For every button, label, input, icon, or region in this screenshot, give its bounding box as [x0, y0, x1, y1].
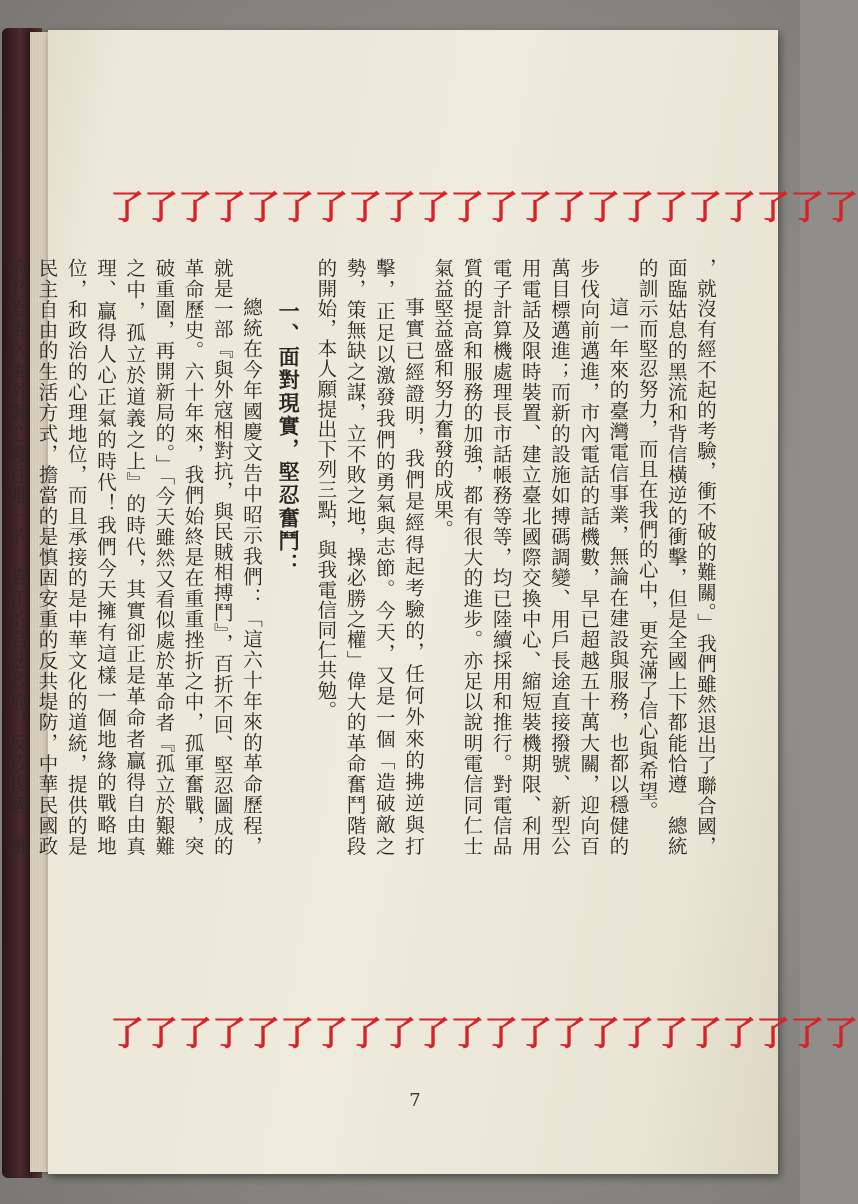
ornament-glyph: 了	[552, 188, 586, 228]
ornament-glyph: 了	[824, 188, 858, 228]
section-heading: 一、面對現實，堅忍奮鬥：	[276, 300, 302, 576]
paragraph-1: ，就沒有經不起的考驗，衝不破的難關。」我們雖然退出了聯合國，面臨姑息的黑流和背信橫逆的衝擊，但是全國上下都能恰遵 總統的訓示而堅忍努力，而且在我們的心中，更充滿了信心與希望。	[635, 258, 717, 856]
ornament-glyph: 了	[552, 1014, 586, 1054]
ornament-glyph: 了	[178, 1014, 212, 1054]
ornament-glyph: 了	[382, 1014, 416, 1054]
ornament-glyph: 了	[450, 188, 484, 228]
ornament-glyph: 了	[144, 188, 178, 228]
ornament-glyph: 了	[212, 1014, 246, 1054]
ornament-glyph: 了	[416, 188, 450, 228]
ornament-glyph: 了	[722, 188, 756, 228]
ornament-glyph: 了	[756, 1014, 790, 1054]
page-number: 7	[409, 1090, 421, 1111]
ornament-glyph: 了	[620, 1014, 654, 1054]
ornament-glyph: 了	[620, 188, 654, 228]
ornament-glyph: 了	[314, 1014, 348, 1054]
vertical-text-body	[6, 258, 720, 856]
ornament-glyph: 了	[688, 1014, 722, 1054]
ornament-glyph: 了	[518, 1014, 552, 1054]
paragraph-3: 事實已經證明，我們是經得起考驗的，任何外來的拂逆與打擊，正足以激發我們的勇氣與志節。今天，又是一個「造破敵之勢，策無缺之謀，立不敗之地，操必勝之權」偉大的革命奮鬥階段的開始，本人願提出下列三點，與我電信同仁共勉。	[314, 258, 425, 856]
ornament-glyph: 了	[518, 188, 552, 228]
ornament-glyph: 了	[144, 1014, 178, 1054]
ornament-glyph: 了	[586, 1014, 620, 1054]
ornament-glyph: 了	[416, 1014, 450, 1054]
ornament-glyph: 了	[484, 1014, 518, 1054]
top-ornament-border	[110, 186, 858, 230]
ornament-glyph: 了	[280, 188, 314, 228]
ornament-glyph: 了	[450, 1014, 484, 1054]
ornament-glyph: 了	[756, 188, 790, 228]
ornament-glyph: 了	[824, 1014, 858, 1054]
ornament-glyph: 了	[654, 188, 688, 228]
ornament-glyph: 了	[348, 1014, 382, 1054]
ornament-glyph: 了	[246, 1014, 280, 1054]
ornament-glyph: 了	[382, 188, 416, 228]
ornament-glyph: 了	[246, 188, 280, 228]
ornament-glyph: 了	[586, 188, 620, 228]
ornament-glyph: 了	[110, 1014, 144, 1054]
bottom-ornament-border	[110, 1012, 858, 1056]
ornament-glyph: 了	[178, 188, 212, 228]
paragraph-2: 這一年來的臺灣電信事業，無論在建設與服務，也都以穩健的步伐向前邁進，市內電話的話機數，早已超越五十萬大關，迎向百萬目標邁進；而新的設施如搏碼調變、用戶長途直接撥號、新型公用電話及限時裝置、建立臺北國際交換中心、縮短裝機期限、利用電子計算機處理長市話帳務等等，均已陸續採用和推行。對電信品質的提高和服務的加強，都有很大的進步。亦足以說明電信同仁士氣益堅益盛和努力奮發的成果。	[431, 258, 630, 856]
ornament-glyph: 了	[790, 1014, 824, 1054]
ornament-glyph: 了	[280, 1014, 314, 1054]
ornament-glyph: 了	[348, 188, 382, 228]
ornament-glyph: 了	[722, 1014, 756, 1054]
ornament-glyph: 了	[212, 188, 246, 228]
ornament-glyph: 了	[654, 1014, 688, 1054]
ornament-glyph: 了	[110, 188, 144, 228]
paragraph-4: 總統在今年國慶文告中昭示我們：「這六十年來的革命歷程，就是一部『與外寇相對抗，與民賊相搏鬥』，百折不回、堅忍圖成的革命歷史。六十年來，我們始終是在重重挫折之中，孤軍奮戰，突破重圍，再開新局的。」「今天雖然又看似處於革命者『孤立於艱難之中，孤立於道義之上』的時代，其實卻正是革命者贏得自由真理、贏得人心正氣的時代！我們今天擁有這樣一個地緣的戰略地位，和政治的心理地位，而且承接的是中華文化的道統，提供的是民主自由的生活方式，擔當的是慎固安重的反共堤防，中華民國政府乃為海內海外歸心嚶往唯一的、真正的合法政府！反攻復國，戲	[6, 258, 263, 856]
ornament-glyph: 了	[314, 188, 348, 228]
ornament-glyph: 了	[688, 188, 722, 228]
ornament-glyph: 了	[790, 188, 824, 228]
ornament-glyph: 了	[484, 188, 518, 228]
